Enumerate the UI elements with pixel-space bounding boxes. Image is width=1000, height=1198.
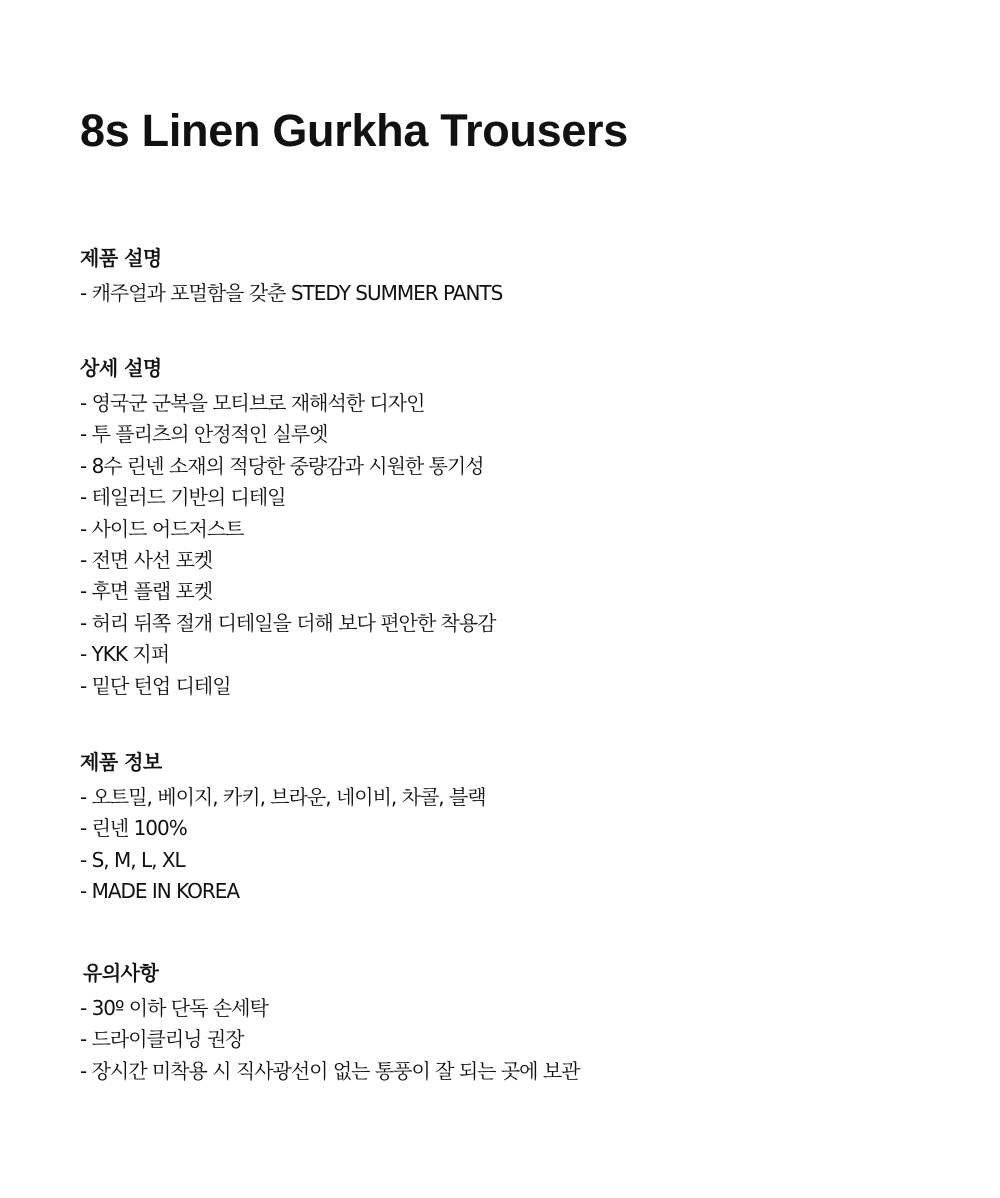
list-item: - 사이드 어드저스트 bbox=[80, 516, 244, 541]
list-item: - 캐주얼과 포멀함을 갖춘 STEDY SUMMER PANTS bbox=[80, 281, 503, 305]
list-item: - 오트밀, 베이지, 카키, 브라운, 네이비, 차콜, 블랙 bbox=[80, 785, 486, 809]
product-title: 8s Linen Gurkha Trousers bbox=[80, 105, 628, 156]
detail-description-heading: 상세 설명 bbox=[80, 356, 162, 380]
list-item: - 테일러드 기반의 디테일 bbox=[80, 485, 286, 510]
list-item: - 영국군 군복을 모티브로 재해석한 디자인 bbox=[80, 391, 425, 415]
list-item: - 후면 플랩 포켓 bbox=[80, 579, 213, 604]
product-description-heading: 제품 설명 bbox=[80, 246, 162, 270]
list-item: - 장시간 미착용 시 직사광선이 없는 통풍이 잘 되는 곳에 보관 bbox=[80, 1058, 580, 1083]
list-item: - 드라이클리닝 권장 bbox=[80, 1027, 244, 1052]
list-item: - 린넨 100% bbox=[80, 816, 187, 841]
product-info-section bbox=[80, 749, 486, 908]
list-item: - 30º 이하 단독 손세탁 bbox=[80, 996, 268, 1020]
list-item: - 8수 린넨 소재의 적당한 중량감과 시원한 통기성 bbox=[80, 453, 484, 478]
list-item: - YKK 지퍼 bbox=[80, 642, 170, 667]
list-item: - 허리 뒤쪽 절개 디테일을 더해 보다 편안한 착용감 bbox=[80, 610, 496, 635]
list-item: - 밑단 턴업 디테일 bbox=[80, 673, 231, 698]
care-notes-list bbox=[80, 993, 579, 1087]
product-info-list bbox=[80, 782, 486, 908]
list-item: - 전면 사선 포켓 bbox=[80, 548, 213, 573]
list-item: - MADE IN KOREA bbox=[80, 879, 240, 904]
detail-description-section bbox=[80, 355, 495, 702]
product-description-section bbox=[80, 245, 502, 309]
list-item: - 투 플리츠의 안정적인 실루엣 bbox=[80, 422, 328, 447]
care-notes-section bbox=[80, 960, 579, 1087]
detail-description-list bbox=[80, 388, 495, 702]
product-description-list bbox=[80, 278, 502, 309]
care-notes-heading: 유의사항 bbox=[83, 961, 159, 985]
list-item: - S, M, L, XL bbox=[80, 847, 185, 872]
product-info-heading: 제품 정보 bbox=[80, 750, 162, 774]
